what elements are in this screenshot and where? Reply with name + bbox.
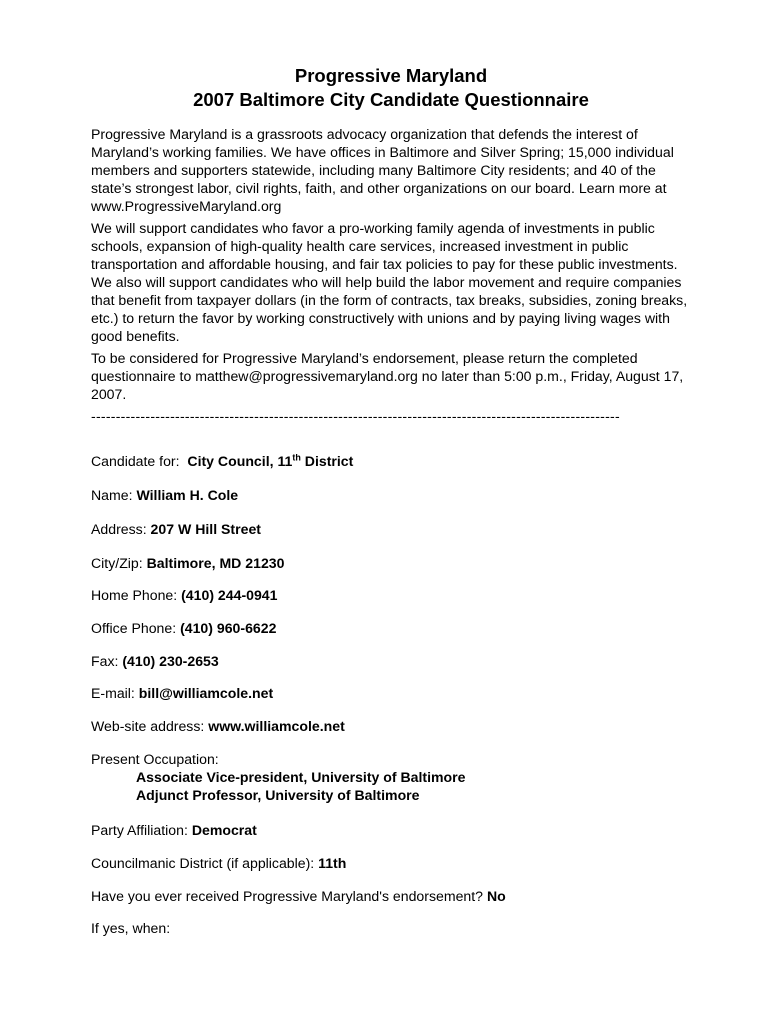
district-label: Councilmanic District (if applicable): xyxy=(91,855,315,871)
intro-paragraph-3: To be considered for Progressive Maryland’s endorsement, please return the completed questionnaire to matthew@progressivemaryland.org no later than 5:00 p.m., Friday, August 17, 2007. xyxy=(91,350,684,402)
if-yes-row xyxy=(91,919,170,937)
website-value: www.williamcole.net xyxy=(208,718,345,734)
endorsement-label: Have you ever received Progressive Maryland's endorsement? xyxy=(91,888,484,904)
home-phone-value: (410) 244-0941 xyxy=(181,587,278,603)
page-title xyxy=(91,64,691,112)
city-zip-row xyxy=(91,554,284,572)
office-phone-label: Office Phone: xyxy=(91,620,177,636)
occupation-line-2: Adjunct Professor, University of Baltimore xyxy=(136,787,420,803)
title-line-1: Progressive Maryland xyxy=(294,65,488,86)
office-phone-row xyxy=(91,619,276,637)
name-label: Name: xyxy=(91,487,133,503)
fax-value: (410) 230-2653 xyxy=(122,653,219,669)
intro-paragraph-2: We will support candidates who favor a pro-working family agenda of investments in public schools, expansion of high-quality health care services, increased investment in public transportation and affordable housing, and fair tax policies to pay for these public investments. We also will support candidates who will help build the labor movement and require companies that benefit from taxpayer dollars (in the form of contracts, tax breaks, subsidies, zoning breaks, etc.) to return the favor by working constructively with unions and by paying living wages with good benefits. xyxy=(91,220,688,344)
intro-section xyxy=(91,125,691,425)
endorsement-row xyxy=(91,887,506,905)
dashed-divider: ----------------------------------------------------------------------------------------------------------- xyxy=(91,408,620,424)
occupation-line-1: Associate Vice-president, University of Baltimore xyxy=(136,769,466,785)
name-value: William H. Cole xyxy=(136,487,239,503)
home-phone-label: Home Phone: xyxy=(91,587,178,603)
questionnaire-page xyxy=(91,64,691,425)
website-label: Web-site address: xyxy=(91,718,205,734)
party-label: Party Affiliation: xyxy=(91,822,188,838)
party-row xyxy=(91,821,257,839)
occupation-row xyxy=(91,750,466,804)
district-value: 11th xyxy=(318,855,347,871)
district-row xyxy=(91,854,346,872)
party-value: Democrat xyxy=(191,822,257,838)
if-yes-label: If yes, when: xyxy=(91,920,171,936)
candidate-for-label: Candidate for: xyxy=(91,453,180,469)
fax-label: Fax: xyxy=(91,653,119,669)
intro-paragraph-1: Progressive Maryland is a grassroots advocacy organization that defends the interest of Maryland’s working families. We have offices in Baltimore and Silver Spring; 15,000 individual members and supporters statewide, including many Baltimore City residents; and 40 of the state’s strongest labor, civil rights, faith, and other organizations on our board. Learn more at www.ProgressiveMaryland.org xyxy=(91,126,674,214)
address-value: 207 W Hill Street xyxy=(150,521,261,537)
home-phone-row xyxy=(91,586,278,604)
address-row xyxy=(91,520,261,538)
candidate-for-sup: th xyxy=(292,452,301,463)
endorsement-value: No xyxy=(486,888,506,904)
city-zip-label: City/Zip: xyxy=(91,555,143,571)
email-row xyxy=(91,684,273,702)
website-row xyxy=(91,717,345,735)
candidate-for-row xyxy=(91,452,353,470)
email-label: E-mail: xyxy=(91,685,135,701)
title-line-2: 2007 Baltimore City Candidate Questionnaire xyxy=(193,89,589,110)
name-row xyxy=(91,486,238,504)
candidate-for-value: City Council, 11 xyxy=(187,453,293,469)
office-phone-value: (410) 960-6622 xyxy=(180,620,277,636)
address-label: Address: xyxy=(91,521,147,537)
candidate-for-suffix: District xyxy=(300,453,354,469)
occupation-label: Present Occupation: xyxy=(91,751,219,767)
city-zip-value: Baltimore, MD 21230 xyxy=(146,555,285,571)
email-value: bill@williamcole.net xyxy=(138,685,274,701)
fax-row xyxy=(91,652,219,670)
